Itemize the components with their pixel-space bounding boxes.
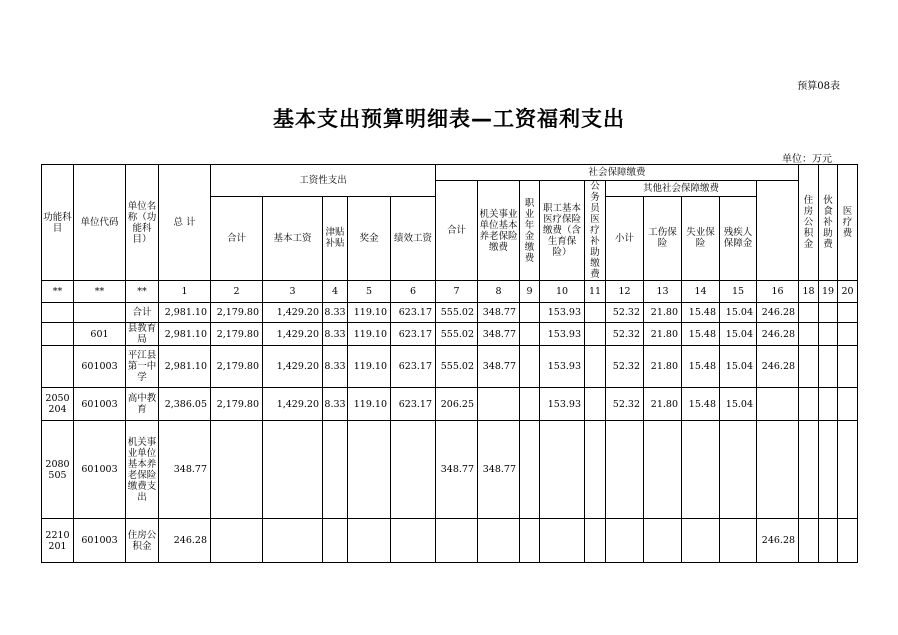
unit-code-cell: 601003: [74, 388, 126, 421]
header-social-total: 合计: [436, 181, 478, 281]
value-cell: [799, 303, 819, 323]
value-cell: [520, 323, 540, 346]
value-cell: 1,429.20: [263, 346, 323, 388]
header-injury: 工伤保险: [644, 196, 682, 280]
value-cell: [211, 519, 263, 563]
column-number: 12: [606, 281, 644, 303]
value-cell: 2,981.10: [159, 303, 211, 323]
value-cell: [682, 519, 720, 563]
value-cell: [757, 388, 799, 421]
column-number: 4: [323, 281, 348, 303]
header-name: 单位名称（功能科目）: [126, 165, 159, 281]
value-cell: [520, 421, 540, 519]
value-cell: [799, 388, 819, 421]
value-cell: 8.33: [323, 346, 348, 388]
value-cell: [520, 346, 540, 388]
value-cell: [211, 421, 263, 519]
table-row: [42, 421, 858, 519]
value-cell: 119.10: [348, 388, 391, 421]
value-cell: [819, 323, 838, 346]
header-code: 单位代码: [74, 165, 126, 281]
value-cell: [323, 519, 348, 563]
value-cell: 246.28: [757, 323, 799, 346]
value-cell: [348, 421, 391, 519]
column-number: **: [74, 281, 126, 303]
unit-name-cell: 高中教育: [126, 388, 159, 421]
header-other-group: 其他社会保障缴费: [606, 181, 757, 197]
column-number: 1: [159, 281, 211, 303]
table-row: [42, 519, 858, 563]
value-cell: 555.02: [436, 323, 478, 346]
header-salary-group: 工资性支出: [211, 165, 436, 197]
value-cell: 15.48: [682, 323, 720, 346]
header-perf: 绩效工资: [391, 196, 436, 280]
column-number: 9: [520, 281, 540, 303]
value-cell: [720, 519, 757, 563]
value-cell: [838, 346, 858, 388]
value-cell: 348.77: [478, 346, 520, 388]
value-cell: [720, 421, 757, 519]
value-cell: 52.32: [606, 346, 644, 388]
value-cell: [585, 421, 606, 519]
value-cell: 15.48: [682, 388, 720, 421]
value-cell: 246.28: [159, 519, 211, 563]
value-cell: [478, 519, 520, 563]
header-housing: 住房公积金: [799, 165, 819, 281]
unit-code-cell: 601003: [74, 519, 126, 563]
value-cell: 153.93: [540, 388, 585, 421]
value-cell: [436, 519, 478, 563]
value-cell: 52.32: [606, 388, 644, 421]
page-title: 基本支出预算明细表—工资福利支出: [273, 107, 625, 131]
table-row: [42, 303, 858, 323]
value-cell: [819, 388, 838, 421]
value-cell: 623.17: [391, 323, 436, 346]
value-cell: 8.33: [323, 323, 348, 346]
value-cell: 348.77: [436, 421, 478, 519]
header-sub-total: 合计: [211, 196, 263, 280]
func-code-cell: [42, 303, 74, 323]
value-cell: [838, 519, 858, 563]
header-allowance: 津贴补贴: [323, 196, 348, 280]
value-cell: [819, 303, 838, 323]
value-cell: 246.28: [757, 519, 799, 563]
value-cell: [263, 421, 323, 519]
value-cell: 119.10: [348, 346, 391, 388]
unit-name-cell: 住房公积金: [126, 519, 159, 563]
value-cell: [757, 421, 799, 519]
unit-code-cell: [74, 303, 126, 323]
value-cell: [799, 346, 819, 388]
value-cell: [819, 346, 838, 388]
header-medical: 职工基本医疗保险缴费（含生育保险）: [540, 181, 585, 281]
value-cell: 15.04: [720, 303, 757, 323]
value-cell: [263, 519, 323, 563]
value-cell: [799, 421, 819, 519]
value-cell: [323, 421, 348, 519]
column-number: 20: [838, 281, 858, 303]
value-cell: [838, 323, 858, 346]
value-cell: 2,386.05: [159, 388, 211, 421]
column-number: 19: [819, 281, 838, 303]
value-cell: [585, 388, 606, 421]
value-cell: 246.28: [757, 346, 799, 388]
value-cell: 21.80: [644, 303, 682, 323]
header-bonus: 奖金: [348, 196, 391, 280]
value-cell: [540, 421, 585, 519]
unit-name-cell: 平江县第一中学: [126, 346, 159, 388]
value-cell: 348.77: [159, 421, 211, 519]
column-number: 13: [644, 281, 682, 303]
column-number: 16: [757, 281, 799, 303]
value-cell: [644, 519, 682, 563]
table-row: [42, 346, 858, 388]
value-cell: 246.28: [757, 303, 799, 323]
value-cell: [391, 519, 436, 563]
value-cell: [585, 519, 606, 563]
value-cell: [838, 388, 858, 421]
func-code-cell: 2080505: [42, 421, 74, 519]
unit-name-cell: 县教育局: [126, 323, 159, 346]
value-cell: [819, 519, 838, 563]
value-cell: 52.32: [606, 323, 644, 346]
value-cell: 15.48: [682, 303, 720, 323]
column-number: **: [126, 281, 159, 303]
value-cell: 8.33: [323, 303, 348, 323]
header-other-sub: 小计: [606, 196, 644, 280]
value-cell: [585, 323, 606, 346]
column-number: 7: [436, 281, 478, 303]
value-cell: 153.93: [540, 303, 585, 323]
value-cell: [799, 519, 819, 563]
column-number: 3: [263, 281, 323, 303]
value-cell: 623.17: [391, 346, 436, 388]
value-cell: [585, 346, 606, 388]
header-med-fee: 医疗费: [838, 165, 858, 281]
value-cell: [838, 303, 858, 323]
func-code-cell: 2050204: [42, 388, 74, 421]
form-number: 预算08表: [797, 81, 840, 92]
unit-code-cell: 601003: [74, 421, 126, 519]
header-unemploy: 失业保险: [682, 196, 720, 280]
value-cell: 348.77: [478, 323, 520, 346]
value-cell: 623.17: [391, 388, 436, 421]
value-cell: 2,981.10: [159, 346, 211, 388]
value-cell: [606, 519, 644, 563]
value-cell: 2,179.80: [211, 346, 263, 388]
value-cell: [682, 421, 720, 519]
value-cell: 15.04: [720, 346, 757, 388]
header-meal: 伙食补助费: [819, 165, 838, 281]
value-cell: 1,429.20: [263, 323, 323, 346]
value-cell: 15.04: [720, 323, 757, 346]
value-cell: [838, 421, 858, 519]
value-cell: [520, 303, 540, 323]
header-annuity: 职业年金缴费: [520, 181, 540, 281]
value-cell: 348.77: [478, 421, 520, 519]
unit-label: 单位：万元: [782, 154, 832, 165]
header-total: 总 计: [159, 165, 211, 281]
value-cell: 21.80: [644, 323, 682, 346]
unit-code-cell: 601: [74, 323, 126, 346]
value-cell: 153.93: [540, 346, 585, 388]
value-cell: 21.80: [644, 346, 682, 388]
table-row: [42, 323, 858, 346]
value-cell: [644, 421, 682, 519]
column-number: 11: [585, 281, 606, 303]
header-basic: 基本工资: [263, 196, 323, 280]
column-number: 5: [348, 281, 391, 303]
func-code-cell: [42, 323, 74, 346]
column-number: 6: [391, 281, 436, 303]
value-cell: 153.93: [540, 323, 585, 346]
value-cell: 119.10: [348, 323, 391, 346]
column-number: 8: [478, 281, 520, 303]
value-cell: [540, 519, 585, 563]
func-code-cell: [42, 346, 74, 388]
value-cell: [520, 388, 540, 421]
header-pension: 机关事业单位基本养老保险缴费: [478, 181, 520, 281]
value-cell: [799, 323, 819, 346]
value-cell: [391, 421, 436, 519]
column-number: 2: [211, 281, 263, 303]
value-cell: [819, 421, 838, 519]
value-cell: 555.02: [436, 303, 478, 323]
header-social-group: 社会保障缴费: [436, 165, 799, 181]
header-func: 功能科目: [42, 165, 74, 281]
value-cell: 52.32: [606, 303, 644, 323]
value-cell: 8.33: [323, 388, 348, 421]
unit-name-cell: 合计: [126, 303, 159, 323]
value-cell: 348.77: [478, 303, 520, 323]
column-number: 18: [799, 281, 819, 303]
value-cell: 119.10: [348, 303, 391, 323]
column-number-row: [42, 281, 858, 303]
unit-name-cell: 机关事业单位基本养老保险缴费支出: [126, 421, 159, 519]
unit-code-cell: 601003: [74, 346, 126, 388]
column-number: 10: [540, 281, 585, 303]
value-cell: 2,981.10: [159, 323, 211, 346]
func-code-cell: 2210201: [42, 519, 74, 563]
value-cell: [606, 421, 644, 519]
value-cell: [348, 519, 391, 563]
column-number: **: [42, 281, 74, 303]
value-cell: 206.25: [436, 388, 478, 421]
value-cell: 555.02: [436, 346, 478, 388]
value-cell: 15.48: [682, 346, 720, 388]
value-cell: [520, 519, 540, 563]
table-row: [42, 388, 858, 421]
column-number: 14: [682, 281, 720, 303]
budget-table: [41, 164, 858, 563]
value-cell: 15.04: [720, 388, 757, 421]
header-disability: 残疾人保障金: [720, 196, 757, 280]
header-civil-medical: 公务员医疗补助缴费: [585, 181, 606, 281]
value-cell: 1,429.20: [263, 388, 323, 421]
value-cell: 2,179.80: [211, 388, 263, 421]
value-cell: [478, 388, 520, 421]
value-cell: 2,179.80: [211, 303, 263, 323]
value-cell: 2,179.80: [211, 323, 263, 346]
value-cell: [585, 303, 606, 323]
value-cell: 1,429.20: [263, 303, 323, 323]
value-cell: 623.17: [391, 303, 436, 323]
value-cell: 21.80: [644, 388, 682, 421]
column-number: 15: [720, 281, 757, 303]
